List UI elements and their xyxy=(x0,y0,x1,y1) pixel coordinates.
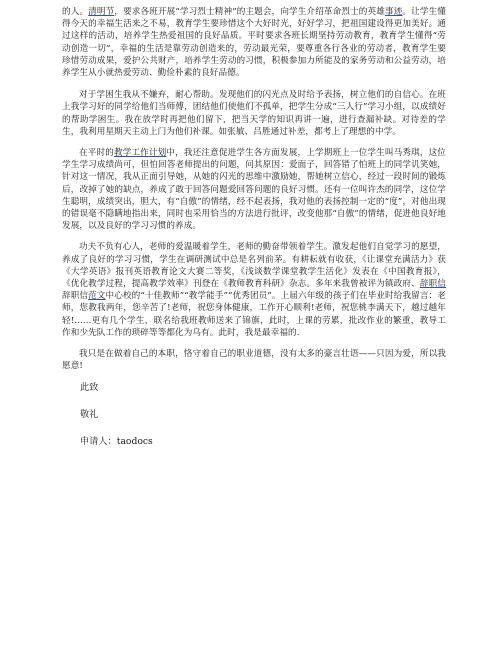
paragraph-achievements-lead: 功夫不负有心人，老师的爱温暖着学生，老师的勤奋带领着学生。激发起他们自觉学习的愿望，养成了良好的学习习惯，学生在调研测试中总是名列前茅。有耕耘就有收获，《让课堂充满活力》获《大学英语》报刊英语教育论文大赛二等奖，《浅谈数学课堂教学生活化》发表在《中国教育报》，《优化教学过程，提高教学效率》刊登在《教师教育科研》杂志。多年来我曾被评为镇政府、 xyxy=(62,242,446,290)
paragraph-activities-lead: 的人。 xyxy=(62,7,89,17)
paragraph-conclusion: 我只是在做着自己的本职，恪守着自己的职业道德，没有太多的豪言壮语——只因为爱，所以我愿意! xyxy=(62,349,446,372)
paragraph-achievements-rest: 中心校的“十佳教师”“教学能手”“优秀团员”。上届六年级的孩子们在毕业时给我留言：老师，您教我两年，您辛苦了!老师，祝您身体健康，工作开心顺利!老师，祝您桃李满天下，越过越年轻!......更有几个学生，联名给我班教师送来了锦旗，此时，上课的劳累，批改作业的繁重，教导工作和少先队工作的琐碎等等都化为乌有。此时，我是最幸福的. xyxy=(62,291,446,338)
paragraph-activities-rest: 。让学生懂得今天的幸福生活来之不易，教育学生要珍惜这个大好时光，好好学习，把祖国建设得更加美好。通过这样的活动，培养学生热爱祖国的良好品质。平时要求各班长期坚持劳动教育，教育学生懂得“劳动创造一切”，幸福的生活是靠劳动创造来的，劳动最光荣，要尊重各行各业的劳动者，教育学生要珍惜劳动成果，爱护公共财产，培养学生劳动的习惯，积极参加力所能及的家务劳动和公益劳动，培养学生从小就热爱劳动、勤俭朴素的良好品德。 xyxy=(62,7,446,79)
sample-essay-link[interactable]: 范文 xyxy=(88,291,106,302)
paragraph-development xyxy=(62,147,446,232)
shiji-link[interactable]: 事迹 xyxy=(384,7,403,17)
closing-cizhi: 此致 xyxy=(80,382,99,394)
paragraph-activities-mid: ，要求各班开展“学习烈士精神”的主题会，向学生介绍革命烈士的英雄 xyxy=(114,7,385,17)
paragraph-development-lead: 在平时的 xyxy=(79,148,114,159)
applicant-signature: 申请人：taodocs xyxy=(80,436,153,448)
closing-jingli: 敬礼 xyxy=(80,409,99,421)
paragraph-activities xyxy=(62,6,446,79)
paragraph-development-rest: 中，我还注意促进学生各方面发展，上学期班上一位学生叫马秀琪，这位学生学习成绩尚可，但怕回答老师提出的问题，问其原因：爱面子，回答错了怕班上的同学讥笑她，针对这一情况，我从正面引导她，从她的闪光的思维中激励她，帮她树立信心，经过一段时间的锻炼后，改掉了她的缺点，养成了敢于回答问题爱回答问题的良好习惯。还有一位叫许杰的同学，这位学生聪明，成绩突出，胆大，有“自傲”的情绪，经不起表扬，我对他的表扬控制一定的“度”，对他出现的错误毫不隐瞒地指出来，同时也采用恰当的方法进行批评，改变他那“自傲”的情绪，促进他良好地发展，以及良好的学习习惯的养成。 xyxy=(62,148,447,232)
paragraph-achievements-mid: 辞职信 xyxy=(62,291,89,302)
teaching-plan-link[interactable]: 教学工作计划 xyxy=(113,148,167,159)
paragraph-struggling-students: 对于学困生我从不嫌弃，耐心帮助。发现他们的闪光点及时给予表扬，树立他们的自信心。在班上我学习好的同学给他们当师傅，团结他们使他们不孤单，把学生分成“三人行”学习小组，以成绩好的帮助学困生。我在放学时再把他们留下，把当天学的知识再讲一遍，进行查漏补缺。对待差的学生，我利用星期天主动上门为他们补课。如张敏、吕胜通过补差，都考上了理想的中学。 xyxy=(62,90,446,137)
document-page xyxy=(62,6,446,448)
resignation-letter-link[interactable]: 辞职信 xyxy=(419,279,446,290)
paragraph-achievements xyxy=(62,241,446,339)
qingming-link[interactable]: 清明节 xyxy=(88,7,115,17)
